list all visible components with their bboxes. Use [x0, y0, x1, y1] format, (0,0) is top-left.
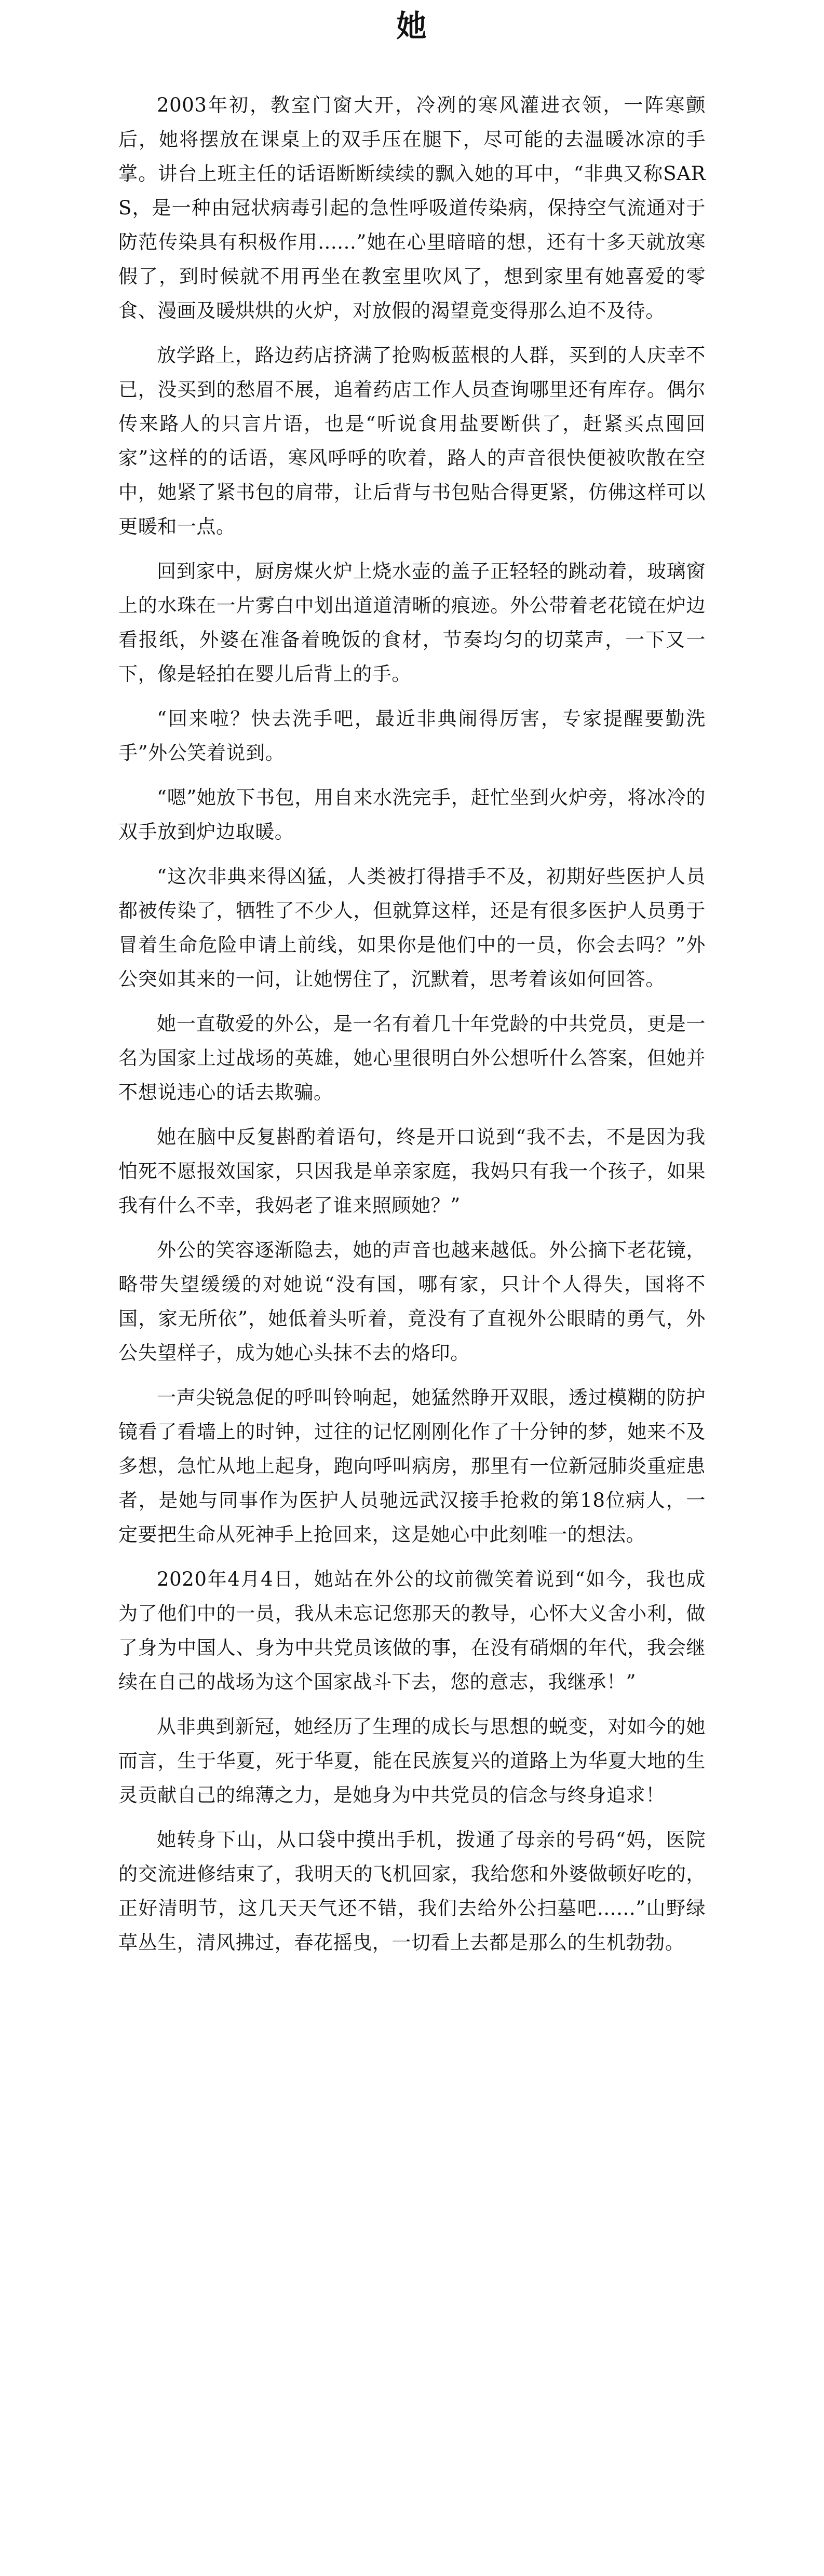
paragraph: 外公的笑容逐渐隐去，她的声音也越来越低。外公摘下老花镜，略带失望缓缓的对她说“没有国，哪有家，只计个人得失，国将不国，家无所依”，她低着头听着，竟没有了直视外公眼睛的勇气，外公失望样子，成为她心头抹不去的烙印。: [118, 1239, 706, 1364]
paragraph: 从非典到新冠，她经历了生理的成长与思想的蜕变，对如今的她而言，生于华夏，死于华夏，能在民族复兴的道路上为华夏大地的生灵贡献自己的绵薄之力，是她身为中共党员的信念与终身追求！: [118, 1715, 706, 1806]
paragraph: 她在脑中反复斟酌着语句，终是开口说到“我不去，不是因为我怕死不愿报效国家，只因我是单亲家庭，我妈只有我一个孩子，如果我有什么不幸，我妈老了谁来照顾她？”: [118, 1126, 706, 1217]
essay-title: 她: [396, 8, 428, 44]
paragraph: 2020年4月4日，她站在外公的坟前微笑着说到“如今，我也成为了他们中的一员，我从未忘记您那天的教导，心怀大义舍小利，做了身为中国人、身为中共党员该做的事，在没有硝烟的年代，我会继续在自己的战场为这个国家战斗下去，您的意志，我继承！”: [118, 1568, 706, 1693]
paragraph: 回到家中，厨房煤火炉上烧水壶的盖子正轻轻的跳动着，玻璃窗上的水珠在一片雾白中划出道道清晰的痕迹。外公带着老花镜在炉边看报纸，外婆在准备着晚饭的食材，节奏均匀的切菜声，一下又一下，像是轻拍在婴儿后背上的手。: [118, 560, 706, 685]
paragraph: “嗯”她放下书包，用自来水洗完手，赶忙坐到火炉旁，将冰冷的双手放到炉边取暖。: [118, 786, 706, 843]
essay-body: [118, 88, 706, 1960]
paragraph: “回来啦？快去洗手吧，最近非典闹得厉害，专家提醒要勤洗手”外公笑着说到。: [118, 707, 706, 764]
paragraph: “这次非典来得凶猛，人类被打得措手不及，初期好些医护人员都被传染了，牺牲了不少人，但就算这样，还是有很多医护人员勇于冒着生命危险申请上前线，如果你是他们中的一员，你会去吗？”外公突如其来的一问，让她愣住了，沉默着，思考着该如何回答。: [118, 865, 706, 990]
paragraph: 一声尖锐急促的呼叫铃响起，她猛然睁开双眼，透过模糊的防护镜看了看墙上的时钟，过往的记忆刚刚化作了十分钟的梦，她来不及多想，急忙从地上起身，跑向呼叫病房，那里有一位新冠肺炎重症患者，是她与同事作为医护人员驰远武汉接手抢救的第18位病人，一定要把生命从死神手上抢回来，这是她心中此刻唯一的想法。: [118, 1386, 706, 1546]
paragraph: 她转身下山，从口袋中摸出手机，拨通了母亲的号码“妈，医院的交流进修结束了，我明天的飞机回家，我给您和外婆做顿好吃的，正好清明节，这几天天气还不错，我们去给外公扫墓吧......”山野绿草丛生，清风拂过，春花摇曳，一切看上去都是那么的生机勃勃。: [118, 1829, 706, 1954]
paragraph: 她一直敬爱的外公，是一名有着几十年党龄的中共党员，更是一名为国家上过战场的英雄，她心里很明白外公想听什么答案，但她并不想说违心的话去欺骗。: [118, 1013, 706, 1103]
paragraph: 放学路上，路边药店挤满了抢购板蓝根的人群，买到的人庆幸不已，没买到的愁眉不展，追着药店工作人员查询哪里还有库存。偶尔传来路人的只言片语，也是“听说食用盐要断供了，赶紧买点囤回家”这样的的话语，寒风呼呼的吹着，路人的声音很快便被吹散在空中，她紧了紧书包的肩带，让后背与书包贴合得更紧，仿佛这样可以更暖和一点。: [118, 344, 706, 538]
paragraph: 2003年初，教室门窗大开，冷冽的寒风灌进衣领，一阵寒颤后，她将摆放在课桌上的双手压在腿下，尽可能的去温暖冰凉的手掌。讲台上班主任的话语断断续续的飘入她的耳中，“非典又称SARS，是一种由冠状病毒引起的急性呼吸道传染病，保持空气流通对于防范传染具有积极作用......”她在心里暗暗的想，还有十多天就放寒假了，到时候就不用再坐在教室里吹风了，想到家里有她喜爱的零食、漫画及暖烘烘的火炉，对放假的渴望竟变得那么迫不及待。: [118, 94, 706, 322]
